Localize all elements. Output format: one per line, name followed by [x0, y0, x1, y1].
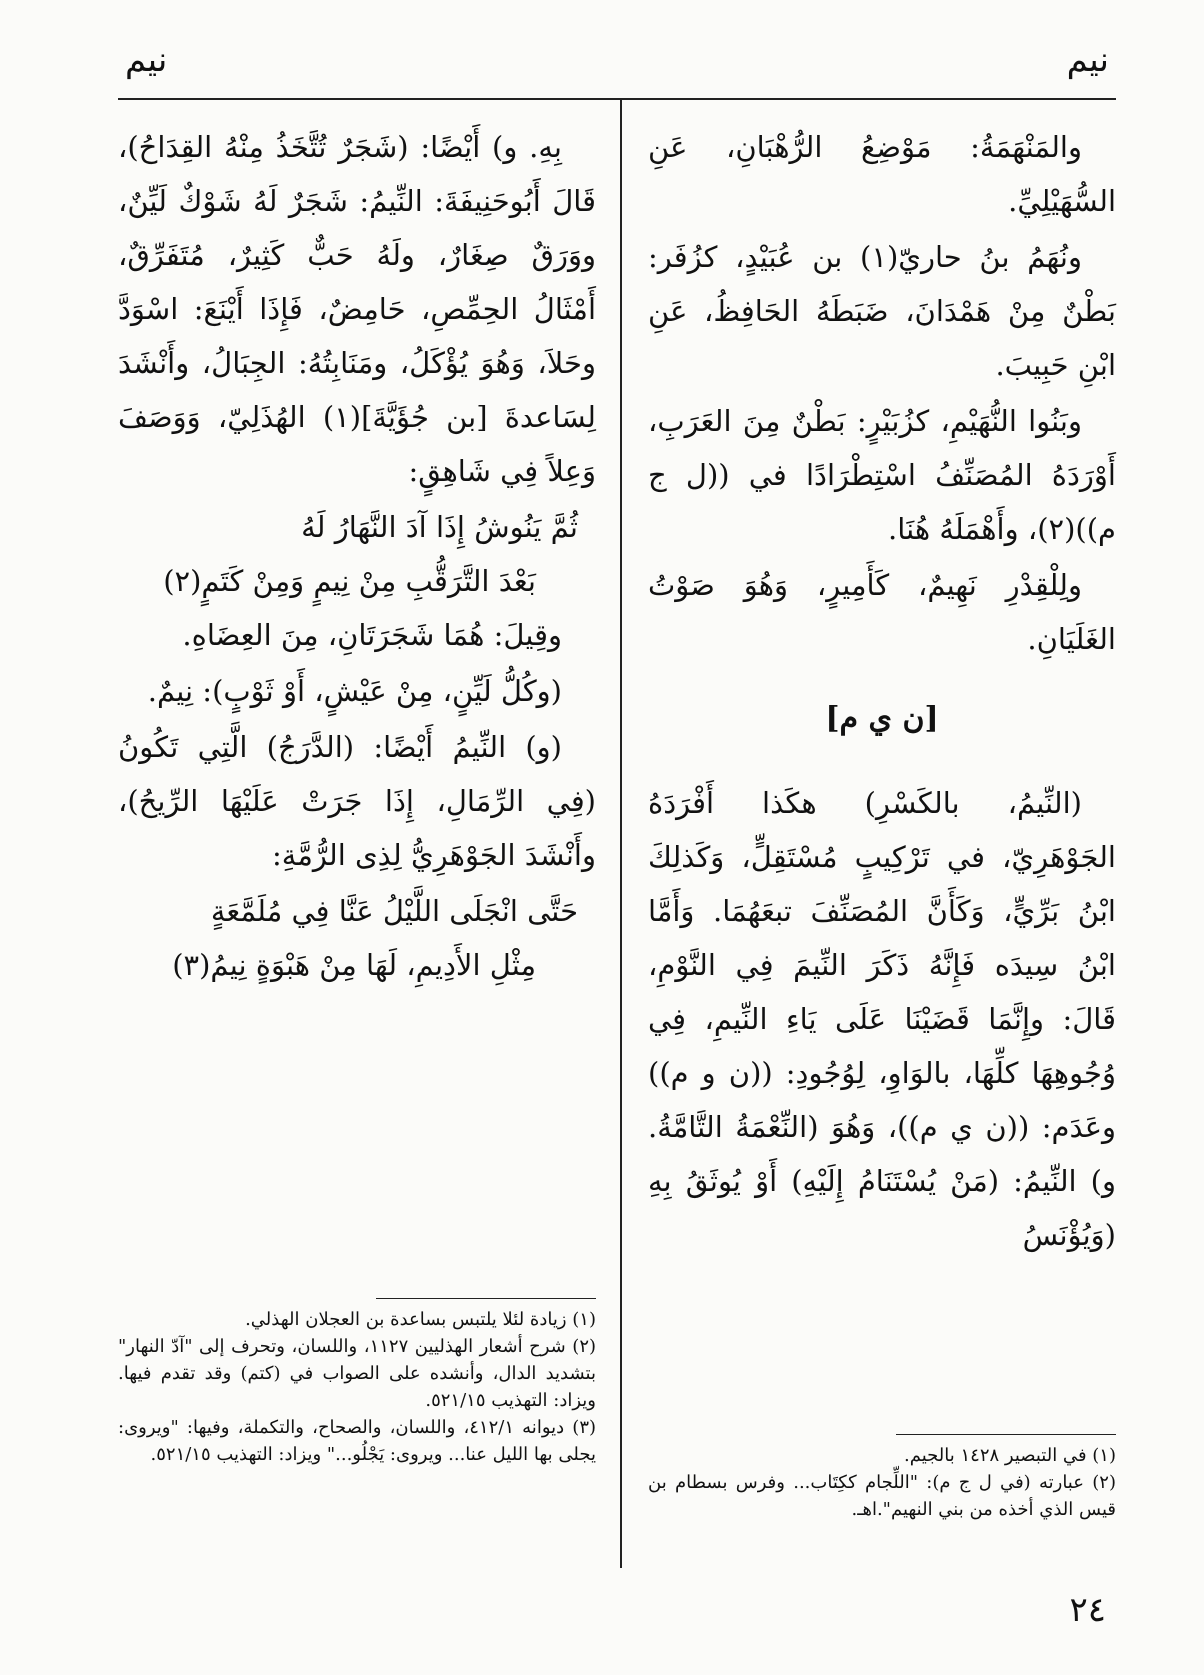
- footnote: (٣) ديوانه ٤١٢/١، واللسان، والصحاح، والتكملة، وفيها: "ويروى: يجلى بها الليل عنا... ويروى: يَجْلُو..." ويزاد: التهذيب ٥٢١/١٥.: [118, 1417, 597, 1465]
- page-number: ٢٤: [1069, 1590, 1106, 1630]
- paragraph: ونُهَمُ بنُ حاريّ(١) بن عُبَيْدٍ، كزُفَر: بَطْنٌ مِنْ هَمْدَانَ، ضَبَطَهُ الحَافِظُ، عَنِ ابْنِ حَبِيبَ.: [648, 240, 1116, 382]
- footnotes-left: [118, 1306, 596, 1468]
- verse-hemistich: ثُمَّ يَنُوشُ إِذَا آدَ النَّهَارُ لَهُ: [301, 510, 578, 544]
- verse-hemistich: بَعْدَ التَّرَقُّبِ مِنْ نِيمٍ وَمِنْ كَتَمٍ(٢): [163, 564, 536, 598]
- running-header-left: نيم: [125, 40, 168, 80]
- footnote-rule: [896, 1434, 1116, 1435]
- running-header-right: نيم: [1066, 40, 1109, 80]
- footnote: (١) زيادة لئلا يلتبس بساعدة بن العجلان الهذلي.: [245, 1309, 596, 1330]
- paragraph: والمَنْهَمَةُ: مَوْضِعُ الرُّهْبَانِ، عَنِ السُّهَيْلِيِّ.: [648, 130, 1116, 218]
- footnote: (١) في التبصير ١٤٢٨ بالجيم.: [904, 1445, 1116, 1466]
- paragraph: (وكُلُّ لَيِّنٍ، مِنْ عَيْشٍ، أَوْ ثَوْبٍ): نِيمٌ.: [147, 674, 562, 708]
- footnote-rule: [376, 1298, 596, 1299]
- header-rule: [118, 98, 1116, 100]
- verse-hemistich: مِثْلِ الأَدِيمِ، لَهَا مِنْ هَبْوَةٍ نِيمُ(٣): [172, 948, 536, 982]
- footnote: (٢) عبارته (في ل ج م): "اللِّجام ككِتَاب... وفرس بسطام بن قيس الذي أخذه من بني النهيم".اهـ.: [648, 1472, 1116, 1520]
- paragraph: وقِيلَ: هُمَا شَجَرَتَانِ، مِنَ العِضَاهِ.: [182, 618, 562, 652]
- verse-hemistich: حَتَّى انْجَلَى اللَّيْلُ عَنَّا فِي مُلَمَّعَةٍ: [210, 894, 578, 928]
- paragraph: وبَنُوا النُّهَيْمِ، كزُبَيْرٍ: بَطْنٌ مِنَ العَرَبِ، أَوْرَدَهُ المُصَنِّفُ اسْتِطْرَادًا في ((ل ج م))(٢)، وأَهْمَلَهُ هُنَا.: [648, 404, 1116, 546]
- paragraph: (و) النِّيمُ أَيْضًا: (الدَّرَجُ) الَّتِي تَكُونُ (فِي الرِّمَالِ، إِذَا جَرَتْ عَلَيْهَا الرِّيحُ)، وأَنْشَدَ الجَوْهَرِيُّ لِذِى الرُّمَّةِ:: [118, 730, 596, 872]
- right-column: [648, 120, 1116, 1264]
- column-divider: [620, 98, 622, 1568]
- left-column: [118, 120, 596, 992]
- paragraph: (النِّيمُ، بالكَسْرِ) هكَذا أَفْرَدَهُ الجَوْهَرِيّ، في تَرْكِيبٍ مُسْتَقِلٍّ، وَكَذلِكَ ابْنُ بَرِّيٍّ، وَكَأَنَّ المُصَنِّفَ تبعَهُمَا. وَأَمَّا ابْنُ سِيدَه فَإِنَّهُ ذَكَرَ النِّيمَ فِي النَّوْمِ، قَالَ: وإِنَّمَا قَضَيْنَا عَلَى يَاءِ النِّيمِ، فِي وُجُوهِهَا كلِّهَا، بالوَاوِ، لِوُجُودِ: ((ن و م)) وعَدَم: ((ن ي م))، وَهُوَ (النِّعْمَةُ التَّامَّةُ. و) النِّيمُ: (مَنْ يُسْتَنَامُ إِلَيْهِ) أَوْ يُوثَقُ بِهِ (وَيُؤْنَسُ: [648, 786, 1116, 1252]
- paragraph: ولِلْقِدْرِ نَهِيمٌ، كَأَمِيرٍ، وَهُوَ صَوْتُ الغَلَيَانِ.: [648, 568, 1116, 656]
- section-heading: [ن ي م]: [825, 701, 939, 736]
- footnote: (٢) شرح أشعار الهذليين ١١٢٧، واللسان، وتحرف إلى "آدّ النهار" بتشديد الدال، وأنشده على الصواب في (كتم) وقد تقدم فيها. ويزاد: التهذيب ٥٢١/١٥.: [118, 1336, 597, 1411]
- paragraph: بِهِ. و) أَيْضًا: (شَجَرٌ تُتَّخَذُ مِنْهُ القِدَاحُ)، قَالَ أَبُوحَنِيفَةَ: النِّيمُ: شَجَرٌ لَهُ شَوْكٌ لَيِّنٌ، ووَرَقٌ صِغَارٌ، ولَهُ حَبٌّ كَثِيرٌ، مُتَفَرِّقٌ، أَمْثَالُ الحِمِّصِ، حَامِضٌ، فَإِذَا أَيْنَعَ: اسْوَدَّ وحَلاَ، وَهُوَ يُؤْكَلُ، ومَنَابِتُهُ: الجِبَالُ، وأَنْشَدَ لِسَاعدةَ [بن جُؤَيَّةَ](١) الهُذَلِيّ، وَوَصَفَ وَعِلاً فِي شَاهِقٍ:: [118, 130, 596, 488]
- footnotes-right: [648, 1442, 1116, 1523]
